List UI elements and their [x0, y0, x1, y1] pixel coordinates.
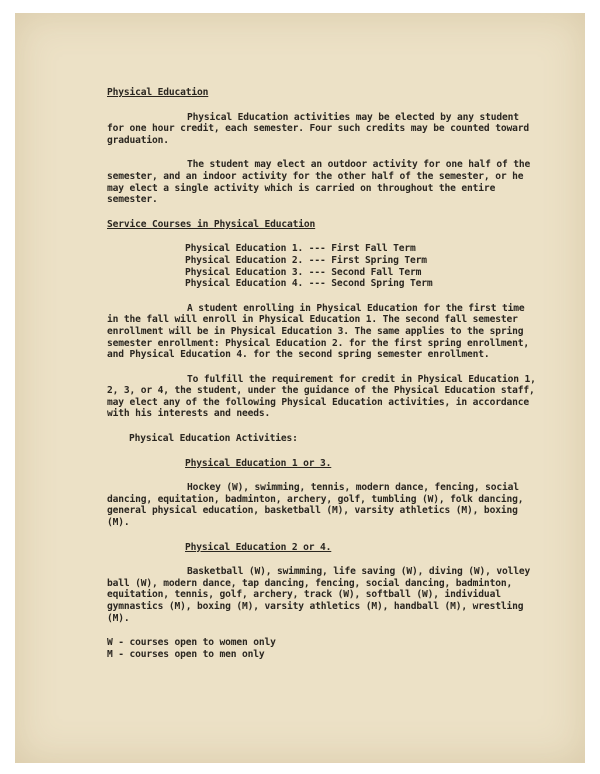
service-course-3: Physical Education 3. --- Second Fall Term: [185, 266, 422, 278]
outdoor-paragraph: The student may elect an outdoor activity for one half of the semester, and an indoor activity for the other half of the semester, or he may elect a single activity which is carried on throughout the entire semester.: [107, 159, 531, 206]
intro-paragraph: Physical Education activities may be elected by any student for one hour credit, each semester. Four such credits may be counted toward graduation.: [107, 111, 529, 146]
activities-heading: Physical Education Activities:: [129, 433, 298, 445]
legend-women: W - courses open to women only: [107, 637, 276, 649]
group1-heading: Physical Education 1 or 3.: [185, 457, 332, 469]
page-title: Physical Education: [107, 87, 209, 98]
requirement-paragraph: To fulfill the requirement for credit in Physical Education 1, 2, 3, or 4, the student, under the guidance of the Physical Education staff, may elect any of the following Physical Education activities, in accordance with his interests and needs.: [107, 373, 536, 420]
document-body: [107, 87, 537, 660]
document-page: [15, 13, 585, 763]
service-heading: Service Courses in Physical Education: [107, 218, 316, 230]
legend-men: M - courses open to men only: [107, 648, 265, 660]
legend: [107, 637, 537, 660]
service-course-1: Physical Education 1. --- First Fall Term: [185, 243, 416, 255]
group1-text: Hockey (W), swimming, tennis, modern dance, fencing, social dancing, equitation, badminton, archery, golf, tumbling (W), folk dancing, general physical education, basketball (M), varsity athletics (M), boxing (M).: [107, 482, 524, 529]
service-course-4: Physical Education 4. --- Second Spring Term: [185, 278, 433, 290]
service-course-list: [107, 243, 537, 289]
group2-text: Basketball (W), swimming, life saving (W), diving (W), volley ball (W), modern dance, tap dancing, fencing, social dancing, badminton, equitation, tennis, golf, archery, track (W), softball (W), individual gymnastics (M), boxing (M), varsity athletics (M), handball (M), wrestling (M).: [107, 566, 531, 624]
service-course-2: Physical Education 2. --- First Spring Term: [185, 254, 427, 266]
enrolling-paragraph: A student enrolling in Physical Education for the first time in the fall will enroll in Physical Education 1. The second fall semester enrollment will be in Physical Education 3. The same applies to the spring semester enrollment: Physical Education 2. for the first spring enrollment, and Physical Education 4. for the second spring semester enrollment.: [107, 302, 529, 361]
group2-heading: Physical Education 2 or 4.: [185, 541, 332, 553]
